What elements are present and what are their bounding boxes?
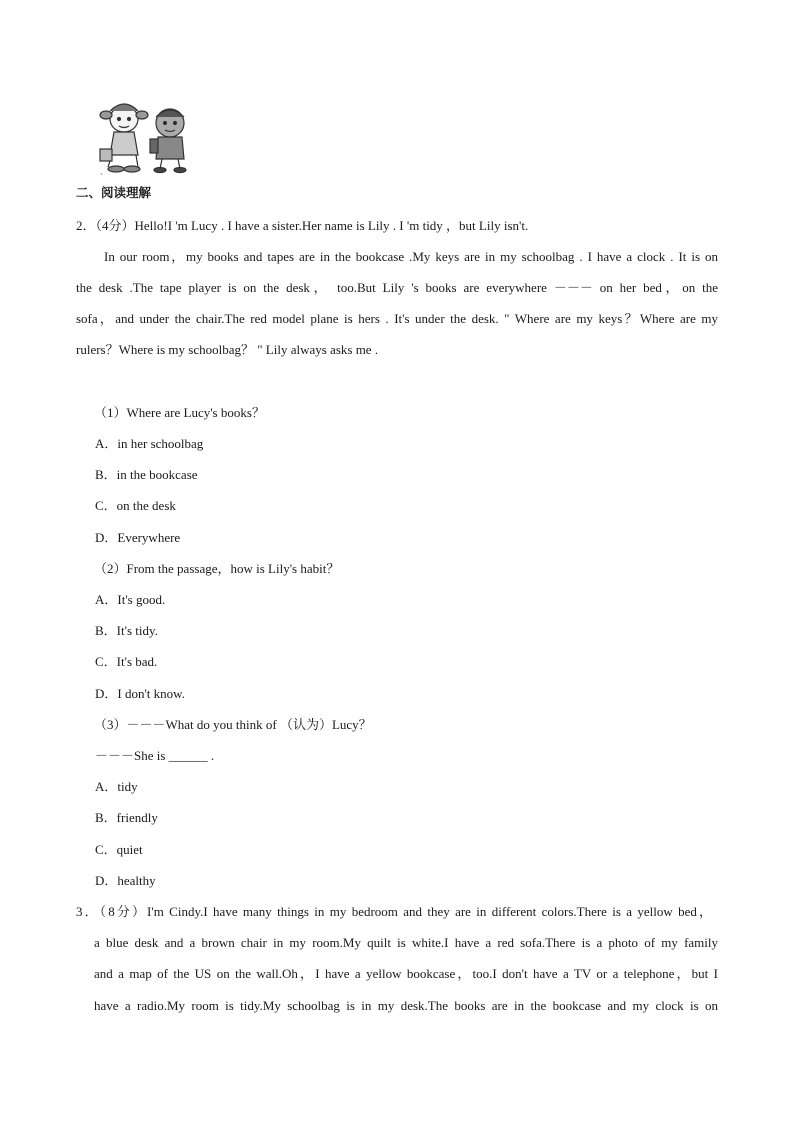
- passage-line: In our room，my books and tapes are in the bookcase .My keys are in my schoolbag . I have a clock . It is on: [104, 249, 718, 264]
- q2-sub1-option-c[interactable]: C．on the desk: [95, 498, 176, 513]
- q2-sub1-option-b[interactable]: B．in the bookcase: [95, 467, 198, 482]
- q2-sub3-option-c[interactable]: C．quiet: [95, 842, 143, 857]
- q2-sub2-option-d[interactable]: D．I don't know.: [95, 686, 185, 701]
- q2-sub3-question: （3）－－－What do you think of （认为）Lucy？: [94, 717, 372, 732]
- q2-header: 2．（4分）Hello!I 'm Lucy . I have a sister.Her name is Lily . I 'm tidy ，but Lily isn't.: [76, 218, 529, 233]
- passage-line: the desk .The tape player is on the desk， too.But Lily 's books are everywhere －－－ on her bed，on the: [76, 280, 718, 295]
- children-illustration: [94, 97, 192, 175]
- q2-sub2-option-a[interactable]: A．It's good.: [95, 592, 166, 607]
- q3-line: a blue desk and a brown chair in my room.My quilt is white.I have a red sofa.There is a photo of my family: [94, 935, 718, 950]
- q2-sub1-question: （1）Where are Lucy's books？: [94, 405, 265, 420]
- q2-sub2-option-b[interactable]: B．It's tidy.: [95, 623, 158, 638]
- q2-sub1-option-d[interactable]: D．Everywhere: [95, 530, 181, 545]
- q3-line: have a radio.My room is tidy.My schoolbag is in my desk.The books are in the bookcase and my clock is on: [94, 998, 718, 1013]
- passage-line: rulers？Where is my schoolbag？ " Lily always asks me .: [76, 342, 379, 357]
- q2-sub2-question: （2）From the passage，how is Lily's habit？: [94, 561, 340, 576]
- girl-figure: [100, 104, 148, 172]
- q3-line: 3．（8分）I'm Cindy.I have many things in my bedroom and they are in different colors.There is a yellow bed，: [76, 904, 712, 919]
- q3-line: and a map of the US on the wall.Oh，I have a yellow bookcase，too.I don't have a TV or a telephone，but I: [94, 966, 718, 981]
- q2-sub3-answer-line: －－－She is ______ .: [95, 748, 215, 763]
- q2-sub2-option-c[interactable]: C．It's bad.: [95, 654, 158, 669]
- boy-figure: [150, 109, 186, 173]
- q2-sub1-option-a[interactable]: A．in her schoolbag: [95, 436, 204, 451]
- q2-sub3-option-d[interactable]: D．healthy: [95, 873, 156, 888]
- q2-sub3-option-a[interactable]: A．tidy: [95, 779, 138, 794]
- svg-text:、: 、: [100, 167, 108, 175]
- section-title: 二、阅读理解: [76, 185, 152, 200]
- passage-line: sofa，and under the chair.The red model plane is hers . It's under the desk. " Where are my keys？Where are my: [76, 311, 718, 326]
- q2-sub3-option-b[interactable]: B．friendly: [95, 810, 158, 825]
